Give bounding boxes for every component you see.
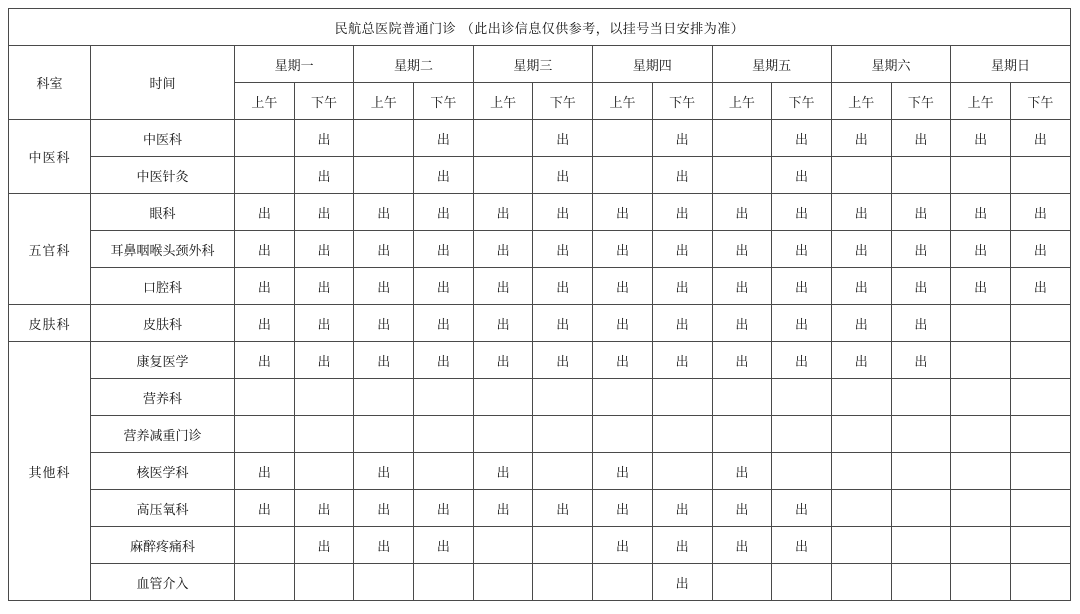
schedule-slot (473, 157, 533, 194)
table-row (9, 305, 1071, 342)
schedule-slot (533, 564, 593, 601)
am-header: 上午 (712, 83, 772, 120)
schedule-slot (951, 342, 1011, 379)
schedule-slot: 出 (652, 564, 712, 601)
schedule-slot: 出 (712, 490, 772, 527)
schedule-slot (1010, 453, 1070, 490)
schedule-slot (1010, 564, 1070, 601)
department-cell: 其他科 (9, 342, 91, 601)
schedule-body (9, 9, 1071, 601)
schedule-slot: 出 (235, 305, 295, 342)
schedule-slot: 出 (533, 157, 593, 194)
schedule-slot (891, 527, 951, 564)
schedule-slot: 出 (294, 527, 354, 564)
schedule-slot: 出 (772, 305, 832, 342)
schedule-slot: 出 (891, 268, 951, 305)
schedule-slot: 出 (772, 527, 832, 564)
schedule-slot (593, 564, 653, 601)
schedule-slot (1010, 305, 1070, 342)
schedule-slot: 出 (294, 342, 354, 379)
schedule-slot (473, 379, 533, 416)
schedule-slot: 出 (593, 194, 653, 231)
table-row (9, 194, 1071, 231)
schedule-slot: 出 (235, 453, 295, 490)
schedule-slot (593, 416, 653, 453)
schedule-slot (831, 490, 891, 527)
schedule-slot: 出 (354, 453, 414, 490)
schedule-slot (772, 453, 832, 490)
schedule-slot (294, 416, 354, 453)
schedule-title: 民航总医院普通门诊 （此出诊信息仅供参考，以挂号当日安排为准） (9, 9, 1071, 46)
weekday-header: 星期五 (712, 46, 831, 83)
schedule-slot (712, 379, 772, 416)
schedule-slot: 出 (831, 231, 891, 268)
schedule-slot: 出 (951, 268, 1011, 305)
schedule-slot: 出 (593, 268, 653, 305)
schedule-slot: 出 (772, 268, 832, 305)
schedule-slot: 出 (294, 157, 354, 194)
schedule-slot (473, 416, 533, 453)
weekday-header: 星期三 (473, 46, 592, 83)
schedule-slot: 出 (533, 268, 593, 305)
schedule-slot: 出 (652, 157, 712, 194)
schedule-slot (473, 564, 533, 601)
weekday-header-row (9, 46, 1071, 83)
schedule-slot (951, 416, 1011, 453)
title-row (9, 9, 1071, 46)
schedule-slot: 出 (533, 120, 593, 157)
am-header: 上午 (235, 83, 295, 120)
schedule-slot (533, 527, 593, 564)
schedule-slot (891, 416, 951, 453)
schedule-slot: 出 (831, 305, 891, 342)
schedule-slot: 出 (294, 231, 354, 268)
schedule-slot: 出 (235, 342, 295, 379)
schedule-slot: 出 (831, 342, 891, 379)
schedule-slot: 出 (891, 305, 951, 342)
table-row (9, 416, 1071, 453)
table-row (9, 527, 1071, 564)
schedule-slot: 出 (712, 268, 772, 305)
schedule-slot: 出 (652, 527, 712, 564)
schedule-slot (473, 527, 533, 564)
schedule-slot: 出 (891, 194, 951, 231)
schedule-slot: 出 (652, 194, 712, 231)
schedule-slot: 出 (652, 342, 712, 379)
weekday-header: 星期日 (951, 46, 1071, 83)
schedule-slot (831, 453, 891, 490)
schedule-slot: 出 (951, 231, 1011, 268)
schedule-slot: 出 (652, 231, 712, 268)
schedule-slot: 出 (772, 342, 832, 379)
schedule-slot: 出 (414, 305, 474, 342)
schedule-slot (891, 379, 951, 416)
schedule-slot: 出 (294, 305, 354, 342)
schedule-slot: 出 (414, 342, 474, 379)
schedule-slot: 出 (533, 305, 593, 342)
schedule-slot: 出 (354, 194, 414, 231)
clinic-name-cell: 营养科 (91, 379, 235, 416)
am-header: 上午 (354, 83, 414, 120)
schedule-slot (1010, 342, 1070, 379)
pm-header: 下午 (414, 83, 474, 120)
schedule-slot (831, 157, 891, 194)
schedule-slot: 出 (1010, 194, 1070, 231)
table-row (9, 564, 1071, 601)
schedule-slot (951, 490, 1011, 527)
pm-header: 下午 (652, 83, 712, 120)
schedule-slot: 出 (294, 194, 354, 231)
schedule-slot (294, 379, 354, 416)
clinic-name-cell: 中医科 (91, 120, 235, 157)
schedule-slot: 出 (473, 453, 533, 490)
clinic-name-cell: 核医学科 (91, 453, 235, 490)
schedule-slot (652, 416, 712, 453)
schedule-slot: 出 (831, 194, 891, 231)
schedule-slot (891, 157, 951, 194)
schedule-slot (1010, 157, 1070, 194)
schedule-slot (712, 157, 772, 194)
schedule-slot: 出 (235, 231, 295, 268)
schedule-slot: 出 (712, 527, 772, 564)
pm-header: 下午 (1010, 83, 1070, 120)
schedule-slot: 出 (652, 120, 712, 157)
schedule-slot: 出 (473, 490, 533, 527)
schedule-slot (951, 379, 1011, 416)
schedule-slot: 出 (772, 231, 832, 268)
schedule-slot: 出 (652, 268, 712, 305)
schedule-slot (593, 379, 653, 416)
schedule-slot: 出 (414, 527, 474, 564)
schedule-slot (1010, 490, 1070, 527)
pm-header: 下午 (772, 83, 832, 120)
schedule-slot: 出 (712, 453, 772, 490)
schedule-slot: 出 (772, 194, 832, 231)
weekday-header: 星期二 (354, 46, 473, 83)
clinic-name-cell: 血管介入 (91, 564, 235, 601)
schedule-slot (1010, 527, 1070, 564)
schedule-slot: 出 (593, 231, 653, 268)
weekday-header: 星期六 (831, 46, 950, 83)
schedule-slot (473, 120, 533, 157)
schedule-slot (235, 416, 295, 453)
schedule-slot: 出 (294, 268, 354, 305)
weekday-header: 星期四 (593, 46, 712, 83)
clinic-name-cell: 高压氧科 (91, 490, 235, 527)
schedule-slot (414, 416, 474, 453)
schedule-slot: 出 (593, 305, 653, 342)
dept-column-header: 科室 (9, 46, 91, 120)
am-header: 上午 (951, 83, 1011, 120)
table-row (9, 379, 1071, 416)
schedule-slot: 出 (951, 120, 1011, 157)
schedule-slot (414, 379, 474, 416)
schedule-slot: 出 (652, 490, 712, 527)
schedule-slot: 出 (294, 490, 354, 527)
schedule-slot (712, 120, 772, 157)
schedule-slot (593, 157, 653, 194)
schedule-slot: 出 (831, 268, 891, 305)
schedule-slot (652, 379, 712, 416)
am-header: 上午 (473, 83, 533, 120)
clinic-name-cell: 眼科 (91, 194, 235, 231)
schedule-slot (235, 564, 295, 601)
schedule-slot (712, 416, 772, 453)
table-row (9, 268, 1071, 305)
schedule-slot (235, 379, 295, 416)
weekday-header: 星期一 (235, 46, 354, 83)
schedule-slot (294, 453, 354, 490)
schedule-slot (533, 379, 593, 416)
schedule-slot (831, 527, 891, 564)
department-cell: 五官科 (9, 194, 91, 305)
schedule-slot (354, 379, 414, 416)
schedule-slot: 出 (712, 194, 772, 231)
schedule-slot: 出 (414, 194, 474, 231)
clinic-schedule-table (8, 8, 1071, 601)
schedule-slot (951, 157, 1011, 194)
clinic-name-cell: 营养减重门诊 (91, 416, 235, 453)
schedule-slot: 出 (473, 194, 533, 231)
department-cell: 中医科 (9, 120, 91, 194)
schedule-slot (414, 564, 474, 601)
time-column-header: 时间 (91, 46, 235, 120)
schedule-slot (414, 453, 474, 490)
schedule-slot: 出 (473, 268, 533, 305)
table-row (9, 157, 1071, 194)
schedule-slot: 出 (235, 194, 295, 231)
schedule-slot (235, 527, 295, 564)
clinic-name-cell: 康复医学 (91, 342, 235, 379)
schedule-slot: 出 (414, 268, 474, 305)
schedule-slot: 出 (473, 305, 533, 342)
schedule-slot (533, 453, 593, 490)
schedule-slot: 出 (712, 231, 772, 268)
clinic-name-cell: 麻醉疼痛科 (91, 527, 235, 564)
pm-header: 下午 (294, 83, 354, 120)
schedule-slot: 出 (593, 527, 653, 564)
clinic-name-cell: 中医针灸 (91, 157, 235, 194)
schedule-slot (891, 490, 951, 527)
clinic-name-cell: 口腔科 (91, 268, 235, 305)
schedule-slot (652, 453, 712, 490)
schedule-slot: 出 (891, 342, 951, 379)
schedule-slot: 出 (533, 490, 593, 527)
schedule-slot: 出 (414, 157, 474, 194)
schedule-slot (294, 564, 354, 601)
schedule-slot (951, 527, 1011, 564)
schedule-slot: 出 (652, 305, 712, 342)
am-header: 上午 (831, 83, 891, 120)
schedule-slot (831, 379, 891, 416)
schedule-slot: 出 (533, 231, 593, 268)
schedule-slot: 出 (354, 490, 414, 527)
schedule-slot (831, 416, 891, 453)
schedule-slot: 出 (772, 120, 832, 157)
schedule-slot: 出 (533, 342, 593, 379)
clinic-name-cell: 耳鼻咽喉头颈外科 (91, 231, 235, 268)
table-row (9, 490, 1071, 527)
schedule-slot (891, 453, 951, 490)
schedule-slot: 出 (1010, 268, 1070, 305)
schedule-slot: 出 (1010, 120, 1070, 157)
schedule-slot: 出 (712, 342, 772, 379)
schedule-slot: 出 (235, 490, 295, 527)
schedule-slot (533, 416, 593, 453)
schedule-slot: 出 (354, 231, 414, 268)
schedule-slot: 出 (712, 305, 772, 342)
pm-header: 下午 (891, 83, 951, 120)
schedule-slot: 出 (772, 490, 832, 527)
schedule-slot (951, 453, 1011, 490)
schedule-slot: 出 (414, 490, 474, 527)
schedule-slot (354, 564, 414, 601)
table-row (9, 120, 1071, 157)
schedule-slot (951, 305, 1011, 342)
schedule-slot (235, 157, 295, 194)
schedule-slot: 出 (354, 268, 414, 305)
schedule-slot (772, 416, 832, 453)
table-row (9, 342, 1071, 379)
schedule-slot: 出 (533, 194, 593, 231)
schedule-slot (772, 564, 832, 601)
schedule-slot (354, 157, 414, 194)
table-row (9, 453, 1071, 490)
schedule-slot (235, 120, 295, 157)
clinic-name-cell: 皮肤科 (91, 305, 235, 342)
department-cell: 皮肤科 (9, 305, 91, 342)
schedule-slot: 出 (593, 490, 653, 527)
schedule-slot: 出 (294, 120, 354, 157)
schedule-slot: 出 (235, 268, 295, 305)
am-header: 上午 (593, 83, 653, 120)
schedule-slot (593, 120, 653, 157)
schedule-slot (712, 564, 772, 601)
schedule-slot (1010, 416, 1070, 453)
schedule-slot: 出 (951, 194, 1011, 231)
pm-header: 下午 (533, 83, 593, 120)
schedule-slot: 出 (354, 305, 414, 342)
schedule-slot: 出 (831, 120, 891, 157)
schedule-slot: 出 (891, 231, 951, 268)
schedule-slot (354, 120, 414, 157)
schedule-slot: 出 (593, 342, 653, 379)
schedule-slot (831, 564, 891, 601)
schedule-slot: 出 (354, 342, 414, 379)
schedule-slot: 出 (414, 120, 474, 157)
table-row (9, 231, 1071, 268)
schedule-slot: 出 (772, 157, 832, 194)
schedule-slot (1010, 379, 1070, 416)
schedule-slot: 出 (891, 120, 951, 157)
schedule-slot: 出 (1010, 231, 1070, 268)
schedule-slot (951, 564, 1011, 601)
schedule-slot (891, 564, 951, 601)
schedule-slot: 出 (473, 231, 533, 268)
schedule-slot: 出 (354, 527, 414, 564)
schedule-slot (354, 416, 414, 453)
schedule-slot (772, 379, 832, 416)
schedule-slot: 出 (593, 453, 653, 490)
schedule-slot: 出 (473, 342, 533, 379)
schedule-slot: 出 (414, 231, 474, 268)
